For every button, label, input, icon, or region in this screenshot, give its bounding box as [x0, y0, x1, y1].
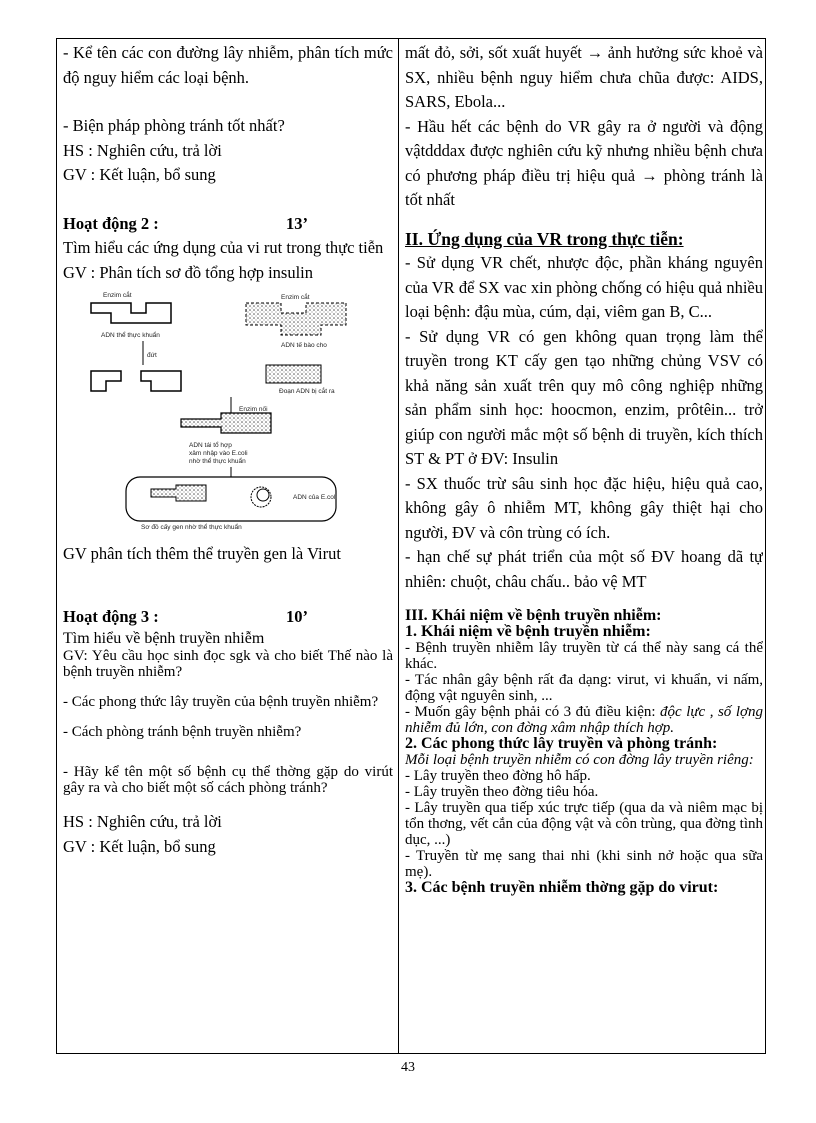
left-paragraph: Tìm hiểu các ứng dụng của vi rut trong thực tiễn [63, 238, 384, 257]
activity-2-heading [63, 212, 308, 237]
section-3-title: III. Khái niệm về bệnh truyền nhiễm: [405, 607, 662, 624]
donor-dna-shape [246, 303, 346, 335]
diagram-label: Enzim cắt [103, 292, 132, 299]
diagram-label: Enzim cắt [281, 294, 310, 301]
left-paragraph: GV phân tích thêm thể truyền gen là Virut [63, 544, 341, 563]
diagram-label: ADN thể thực khuẩn [101, 332, 160, 339]
left-paragraph: GV : Kết luận, bổ sung [63, 165, 216, 184]
cut-piece-right [141, 371, 181, 391]
left-paragraph: Tìm hiểu về bệnh truyền nhiễm [63, 630, 265, 647]
left-paragraph: GV : Kết luận, bổ sung [63, 836, 216, 856]
left-paragraph: GV : Phân tích sơ đồ tổng hợp insulin [63, 262, 313, 282]
activity-2-time: 13’ [286, 213, 308, 233]
right-paragraph: - SX thuốc trừ sâu sinh học đặc hiệu, hiệu quả cao, không gây ô nhiễm MT, không gây thiệt hại cho người, ĐV và côn trùng có ích. [405, 473, 763, 542]
activity-3-time: 10’ [286, 606, 308, 626]
right-paragraph: - Lây truyền qua tiếp xúc trực tiếp (qua da và niêm mạc bị tổn thơng, vết cắn của động vật và côn trùng, qua đờng tình dục, ...) [405, 800, 763, 848]
right-paragraph: mất đỏ, sởi, sốt xuất huyết → ảnh hưởng sức khoẻ và SX, nhiều bệnh nguy hiểm chưa chũa được: AIDS, SARS, Ebola... [405, 43, 763, 111]
activity-2-title: Hoạt động 2 : [63, 213, 159, 233]
cut-donor-piece [266, 365, 321, 383]
section-3-subtitle: 2. Các phong thức lây truyền và phòng tránh: [405, 735, 718, 752]
right-paragraph: Mỗi loại bệnh truyền nhiễm có con đờng lây truyền riêng: [405, 752, 754, 768]
left-paragraph: - Kể tên các con đường lây nhiễm, phân tích mức độ nguy hiểm các loại bệnh. [63, 43, 393, 87]
right-paragraph: - Truyền từ mẹ sang thai nhi (khi sinh nở hoặc qua sữa mẹ). [405, 848, 763, 880]
left-column [63, 41, 393, 1053]
activity-3-heading [63, 605, 308, 630]
phage-dna-shape [91, 303, 171, 323]
left-paragraph: HS : Nghiên cứu, trả lời [63, 140, 222, 160]
section-2-title: II. Ứng dụng của VR trong thực tiễn: [405, 228, 684, 249]
diagram-label: ADN tái tổ hợp [189, 442, 232, 449]
right-paragraph: - hạn chế sự phát triển của một số ĐV hoang dã tự nhiên: chuột, châu chấu.. bảo vệ MT [405, 547, 763, 591]
left-paragraph: HS : Nghiên cứu, trả lời [63, 812, 222, 831]
right-paragraph: - Sử dụng VR có gen không quan trọng làm thể truyền trong KT cấy gen tạo những chủng VSV có khả năng sản xuất trên quy mô công nghiệp những sản phẩm sinh học: hoocmon, enzim, prôtêin... trở giúp con người mắc một số bệnh di truyền, kích thích ST & PT ở ĐV: Insulin [405, 326, 763, 468]
diagram-label: ADN của E.coli [293, 494, 337, 501]
left-paragraph: GV: Yêu cầu học sinh đọc sgk và cho biết Thế nào là bệnh truyền nhiễm? [63, 648, 393, 680]
left-paragraph: - Biện pháp phòng tránh tốt nhất? [63, 116, 285, 135]
diagram-caption: Sơ đồ cấy gen nhờ thể thực khuẩn [141, 524, 242, 531]
diagram-label: xâm nhập vào E.coli [189, 450, 248, 457]
activity-3-title: Hoạt động 3 : [63, 606, 159, 626]
insulin-gene-diagram [81, 289, 381, 531]
ecoli-dna-coil [257, 489, 269, 501]
right-column [405, 41, 763, 1053]
right-paragraph: - Lây truyền theo đờng hô hấp. [405, 768, 591, 784]
section-3-subtitle: 3. Các bệnh truyền nhiễm thờng gặp do virut: [405, 879, 719, 896]
left-paragraph: - Cách phòng tránh bệnh truyền nhiễm? [63, 724, 302, 740]
section-3-subtitle: 1. Khái niệm về bệnh truyền nhiễm: [405, 623, 651, 640]
diagram-label: Đoạn ADN bị cắt ra [279, 388, 335, 395]
right-paragraph: - Sử dụng VR chết, nhược độc, phần kháng nguyên của VR để SX vac xin phòng chống có hiệu quả nhiều loại bệnh: đậu mùa, cúm, dại, viêm gan B, C... [405, 253, 763, 321]
right-paragraph: - Bệnh truyền nhiễm lây truyền từ cá thể này sang cá thể khác. [405, 640, 763, 672]
cut-piece-left [91, 371, 121, 391]
right-paragraph: - Hầu hết các bệnh do VR gây ra ở người và động vậtdddax được nghiên cứu kỹ nhưng nhiều bệnh chưa có phương pháp điều trị hiệu quả → phòng tránh là tốt nhất [405, 116, 763, 209]
left-paragraph: - Hãy kể tên một số bệnh cụ thể thờng gặp do virút gây ra và cho biết một số cách phòng tránh? [63, 764, 393, 796]
diagram-label: đứt [147, 352, 157, 359]
condition-intro: - Muốn gây bệnh phải có 3 đủ điều kiện: [405, 704, 661, 720]
diagram-label: ADN tế bào cho [281, 342, 327, 349]
ecoli-dna-coil [251, 487, 271, 507]
right-paragraph: - Lây truyền theo đờng tiêu hóa. [405, 784, 599, 800]
left-paragraph: - Các phong thức lây truyền của bệnh truyền nhiễm? [63, 694, 379, 710]
recombinant-dna-shape [181, 413, 271, 433]
diagram-label: Enzim nối [239, 406, 268, 413]
content-table [56, 38, 766, 1054]
page-number: 43 [401, 1060, 415, 1075]
condition-detail: độc lực , số lợng nhiễm đủ lớn, con đờng xâm nhập thích hợp. [405, 704, 763, 736]
diagram-label: nhờ thể thực khuẩn [189, 458, 246, 465]
right-paragraph [405, 704, 763, 736]
plasmid-insert [151, 485, 206, 501]
column-divider [398, 39, 399, 1053]
right-paragraph: - Tác nhân gây bệnh rất đa dạng: virut, vi khuẩn, vi nấm, động vật nguyên sinh, ... [405, 672, 763, 704]
